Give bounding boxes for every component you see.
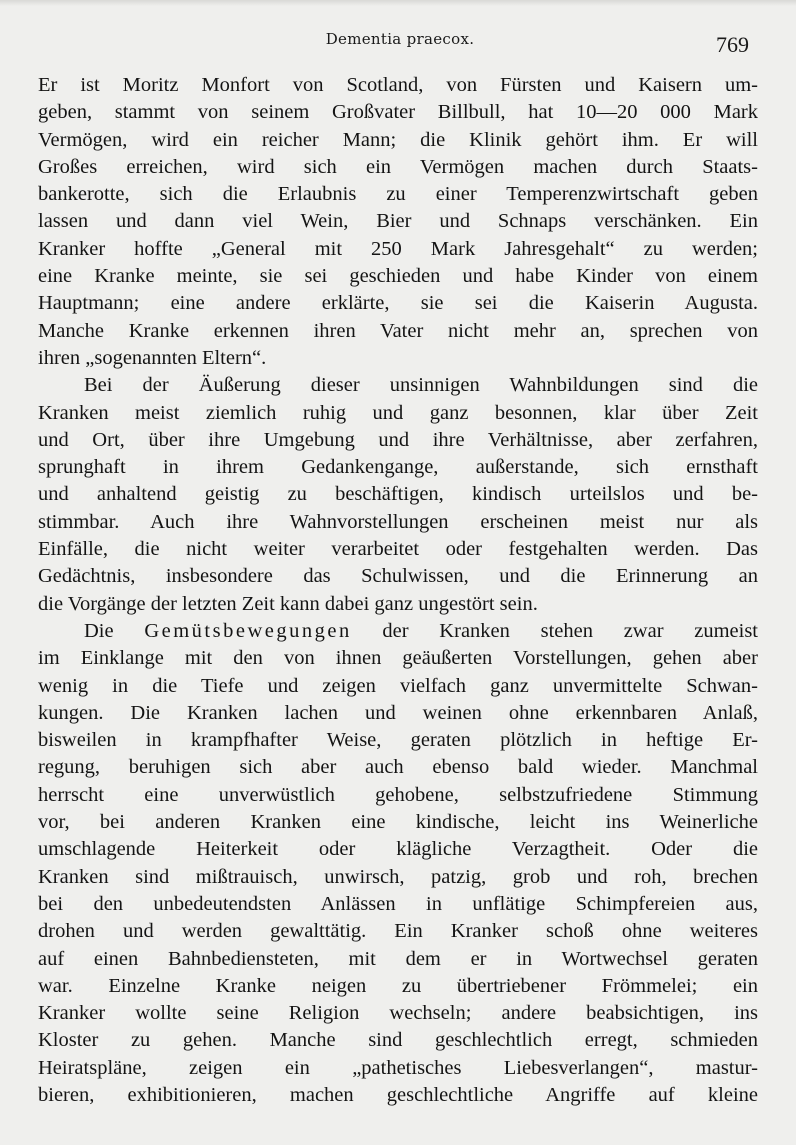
text-line: wenig in die Tiefe und zeigen vielfach ganz unvermittelte Schwan- — [38, 674, 758, 697]
text-line: umschlagende Heiterkeit oder klägliche Verzagtheit. Oder die — [38, 838, 758, 861]
text-line: Vermögen, wird ein reicher Mann; die Klinik gehört ihm. Er will — [38, 128, 758, 151]
text-line: bei den unbedeutendsten Anlässen in unflätige Schimpfereien aus, — [38, 892, 758, 915]
text-line: kungen. Die Kranken lachen und weinen ohne erkennbaren Anlaß, — [38, 701, 758, 724]
text-line: Er ist Moritz Monfort von Scotland, von Fürsten und Kaisern um- — [38, 74, 758, 96]
text-line: Bei der Äußerung dieser unsinnigen Wahnbildungen sind die — [84, 374, 758, 397]
text-line: herrscht eine unverwüstlich gehobene, selbstzufriedene Stimmung — [38, 783, 758, 806]
text-line: stimmbar. Auch ihre Wahnvorstellungen erscheinen meist nur als — [38, 510, 758, 533]
text-line: Manche Kranke erkennen ihren Vater nicht mehr an, sprechen von — [38, 319, 758, 342]
text-line: lassen und dann viel Wein, Bier und Schnaps verschänken. Ein — [38, 210, 758, 233]
text-line: drohen und werden gewalttätig. Ein Kranker schoß ohne weiteres — [38, 920, 758, 943]
text-line: geben, stammt von seinem Großvater Billbull, hat 10—20 000 Mark — [38, 101, 758, 124]
text-line: auf einen Bahnbediensteten, mit dem er in Wortwechsel geraten — [38, 947, 758, 970]
scan-edge-top — [0, 0, 800, 6]
paragraph-2 — [38, 372, 758, 618]
text-line: die Vorgänge der letzten Zeit kann dabei ganz ungestört sein. — [38, 592, 538, 615]
text-line: und anhaltend geistig zu beschäftigen, kindisch urteilslos und be- — [38, 483, 758, 506]
text-line: bieren, exhibitionieren, machen geschlechtliche Angriffe auf kleine — [38, 1083, 758, 1106]
text-line: im Einklange mit den von ihnen geäußerten Vorstellungen, gehen aber — [38, 647, 758, 670]
text-line: Kranker wollte seine Religion wechseln; andere beabsichtigen, ins — [38, 1002, 758, 1025]
text-line: Kranken meist ziemlich ruhig und ganz besonnen, klar über Zeit — [38, 401, 758, 424]
spaced-term: Gemütsbewegungen — [144, 619, 352, 642]
text-line: Heiratspläne, zeigen ein „pathetisches Liebesverlangen“, mastur- — [38, 1056, 758, 1079]
text-run: der Kranken stehen zwar zumeist — [351, 619, 759, 642]
text-line: bankerotte, sich die Erlaubnis zu einer Temperenzwirtschaft geben — [38, 183, 758, 206]
text-line: Einfälle, die nicht weiter verarbeitet oder festgehalten werden. Das — [38, 538, 758, 561]
body-text — [38, 72, 758, 1109]
text-line: vor, bei anderen Kranken eine kindische, leicht ins Weinerliche — [38, 811, 758, 834]
text-line: Gedächtnis, insbesondere das Schulwissen, und die Erinnerung an — [38, 565, 758, 588]
text-line: Hauptmann; eine andere erklärte, sie sei die Kaiserin Augusta. — [38, 292, 758, 315]
scan-edge-right — [796, 0, 800, 1145]
paragraph-1 — [38, 72, 758, 372]
text-line — [38, 618, 758, 645]
text-line: Kloster zu gehen. Manche sind geschlechtlich erregt, schmieden — [38, 1029, 758, 1052]
text-line: Kranken sind mißtrauisch, unwirsch, patzig, grob und roh, brechen — [38, 865, 758, 888]
page-number: 769 — [716, 32, 749, 57]
text-line: ihren „sogenannten Eltern“. — [38, 346, 267, 369]
text-line: Großes erreichen, wird sich ein Vermögen machen durch Staats- — [38, 155, 758, 178]
text-line: war. Einzelne Kranke neigen zu übertriebener Frömmelei; ein — [38, 974, 758, 997]
text-line: sprunghaft in ihrem Gedankengange, außerstande, sich ernsthaft — [38, 456, 758, 479]
text-line: Kranker hoffte „General mit 250 Mark Jahresgehalt“ zu werden; — [38, 237, 758, 260]
text-line: bisweilen in krampfhafter Weise, geraten plötzlich in heftige Er- — [38, 729, 758, 752]
text-line: eine Kranke meinte, sie sei geschieden und habe Kinder von einem — [38, 265, 758, 288]
text-run: Die — [84, 619, 145, 642]
running-title: Dementia praecox. — [325, 30, 475, 48]
text-line: regung, beruhigen sich aber auch ebenso bald wieder. Manchmal — [38, 756, 758, 779]
paragraph-3 — [38, 618, 758, 1109]
text-line: und Ort, über ihre Umgebung und ihre Verhältnisse, aber zerfahren, — [38, 428, 758, 451]
